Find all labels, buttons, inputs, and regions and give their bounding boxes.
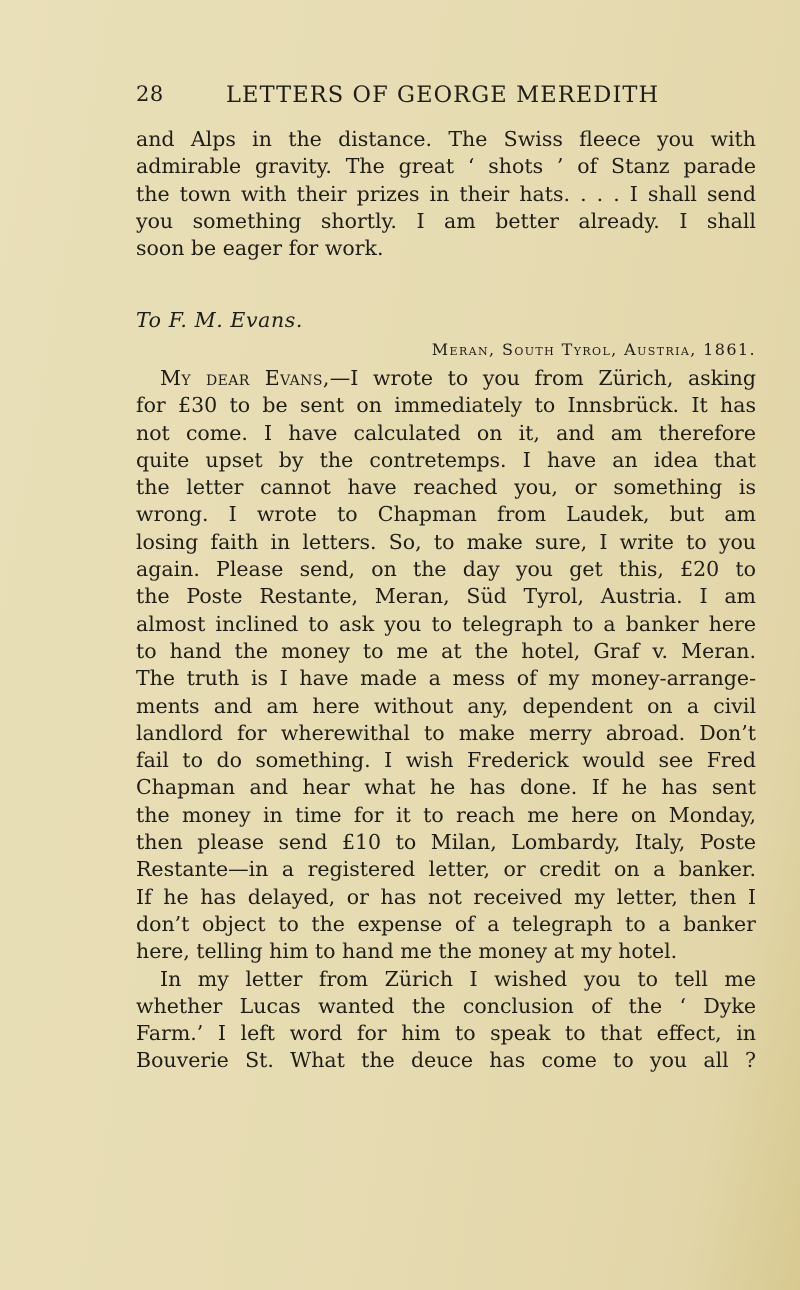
letter-recipient: To F. M. Evans. xyxy=(136,308,304,332)
text-line: the Poste Restante, Meran, Süd Tyrol, Austria. I am xyxy=(136,584,756,609)
text-line: whether Lucas wanted the conclusion of the ‘ Dyke xyxy=(136,993,756,1018)
letter-body xyxy=(136,365,756,1075)
text-line: Chapman and hear what he has done. If he has sent xyxy=(136,775,756,800)
text-line: If he has delayed, or has not received my letter, then I xyxy=(136,884,756,909)
text-line: ments and am here without any, dependent on a civil xyxy=(136,693,756,718)
text-line: the money in time for it to reach me here on Monday, xyxy=(136,802,756,827)
text-line: soon be eager for work. xyxy=(136,236,384,261)
text-line: quite upset by the contretemps. I have an idea that xyxy=(136,447,756,472)
text-line: wrong. I wrote to Chapman from Laudek, but am xyxy=(136,502,756,527)
letter-first-line xyxy=(136,365,756,392)
text-line: The truth is I have made a mess of my money-arrange- xyxy=(136,666,756,691)
page-number: 28 xyxy=(136,82,164,106)
page-header xyxy=(136,82,756,114)
text-line: the town with their prizes in their hats. . . . I shall send xyxy=(136,181,756,206)
letter-place-date: Meran, South Tyrol, Austria, 1861. xyxy=(431,340,756,359)
first-line-text: —I wrote to you from Zürich, asking xyxy=(329,366,756,390)
text-line: Restante—in a registered letter, or credit on a banker. xyxy=(136,857,756,882)
text-line: losing faith in letters. So, to make sure, I write to you xyxy=(136,529,756,554)
text-line: Farm.’ I left word for him to speak to that effect, in xyxy=(136,1021,756,1046)
text-line: here, telling him to hand me the money at my hotel. xyxy=(136,939,678,964)
opening-paragraph xyxy=(136,126,756,262)
salutation: My dear Evans, xyxy=(160,366,330,390)
text-line: the letter cannot have reached you, or something is xyxy=(136,475,756,500)
running-title: LETTERS OF GEORGE MEREDITH xyxy=(226,82,660,108)
text-line: Bouverie St. What the deuce has come to you all ? xyxy=(136,1048,756,1073)
text-line: almost inclined to ask you to telegraph to a banker here xyxy=(136,611,756,636)
text-line: and Alps in the distance. The Swiss fleece you with xyxy=(136,127,756,151)
text-line: don’t object to the expense of a telegraph to a banker xyxy=(136,911,756,936)
text-line: again. Please send, on the day you get this, £20 to xyxy=(136,557,756,582)
text-line: then please send £10 to Milan, Lombardy, Italy, Poste xyxy=(136,830,756,855)
text-line: to hand the money to me at the hotel, Graf v. Meran. xyxy=(136,638,756,663)
text-line: for £30 to be sent on immediately to Innsbrück. It has xyxy=(136,393,756,418)
text-line: you something shortly. I am better already. I shall xyxy=(136,208,756,233)
text-line: admirable gravity. The great ‘ shots ’ of Stanz parade xyxy=(136,154,756,179)
text-line: In my letter from Zürich I wished you to tell me xyxy=(160,966,756,991)
text-line: landlord for wherewithal to make merry abroad. Don’t xyxy=(136,720,756,745)
text-line: not come. I have calculated on it, and am therefore xyxy=(136,420,756,445)
text-line: fail to do something. I wish Frederick would see Fred xyxy=(136,748,756,773)
